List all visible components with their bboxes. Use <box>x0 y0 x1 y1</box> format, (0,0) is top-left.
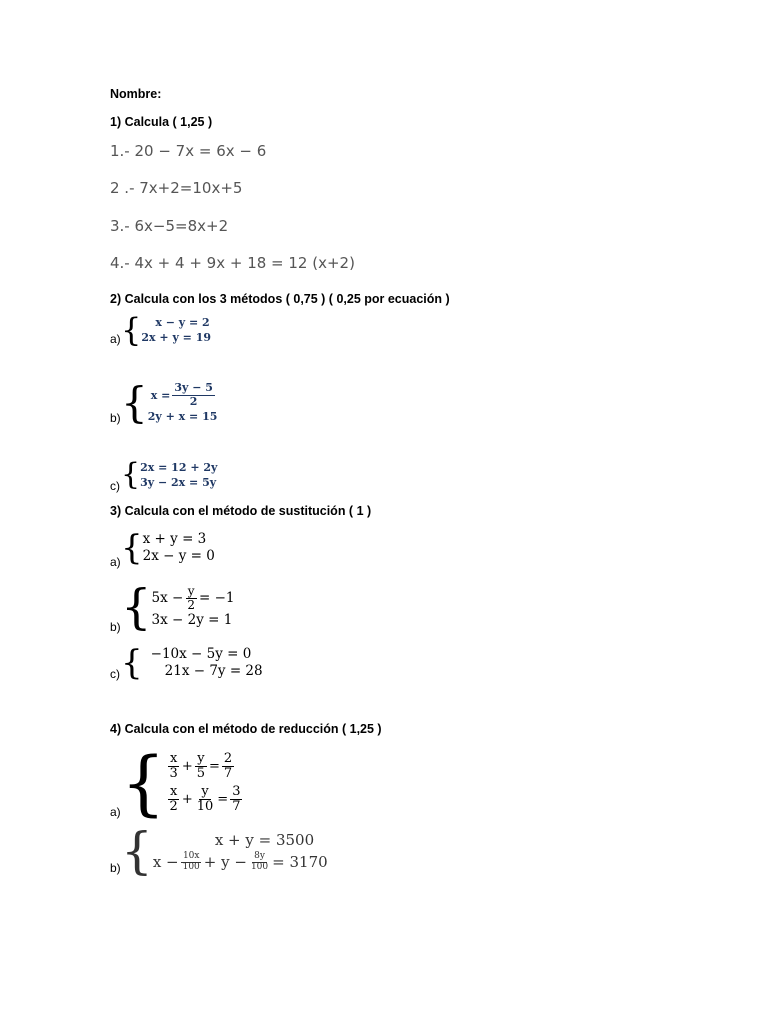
term: = −1 <box>199 590 235 606</box>
fraction <box>172 382 215 407</box>
equation-3: 3.- 6x−5=8x+2 <box>110 217 229 235</box>
operator: = <box>217 791 229 807</box>
term: + y − <box>203 853 247 871</box>
section1-title: 1) Calcula ( 1,25 ) <box>110 115 213 129</box>
brace-icon: { <box>121 528 143 568</box>
fraction <box>195 752 207 782</box>
brace-icon: { <box>121 378 148 427</box>
system-line: x − y = 2 <box>155 316 210 329</box>
system-line <box>166 785 245 815</box>
denominator: 7 <box>223 766 233 782</box>
system-4b <box>121 822 328 880</box>
item-label: a) <box>110 555 121 569</box>
numerator: x <box>170 750 178 766</box>
item-label: b) <box>110 861 121 875</box>
term: x − <box>152 853 179 871</box>
fraction <box>249 852 270 873</box>
denominator: 2 <box>169 798 178 814</box>
system-3c <box>121 643 263 683</box>
fraction <box>222 752 234 782</box>
item-label: c) <box>110 667 120 681</box>
numerator: 3y − 5 <box>174 381 213 395</box>
denominator: 2 <box>187 598 195 612</box>
system-line: 3x − 2y = 1 <box>151 612 233 629</box>
system-2a <box>121 311 212 349</box>
denominator: 100 <box>250 861 269 872</box>
term: 5x − <box>151 590 184 606</box>
system-line: 2y + x = 15 <box>147 409 218 423</box>
equation-1: 1.- 20 − 7x = 6x − 6 <box>110 142 267 160</box>
numerator: 10x <box>182 850 200 861</box>
term: = 3170 <box>272 853 328 871</box>
system-line: 21x − 7y = 28 <box>164 663 263 679</box>
fraction <box>181 852 202 873</box>
name-label: Nombre: <box>110 87 162 101</box>
equation-4: 4.- 4x + 4 + 9x + 18 = 12 (x+2) <box>110 254 355 272</box>
section3-title: 3) Calcula con el método de sustitución ( 1 ) <box>110 504 372 518</box>
item-label: b) <box>110 411 121 425</box>
system-line: −10x − 5y = 0 <box>150 646 252 662</box>
system-line <box>152 585 235 612</box>
system-2c <box>121 457 218 492</box>
brace-icon: { <box>121 822 153 880</box>
system-line <box>166 752 245 782</box>
brace-icon: { <box>121 643 143 683</box>
fraction <box>230 785 242 815</box>
fraction <box>168 785 180 815</box>
numerator: 3 <box>232 783 241 799</box>
denominator: 7 <box>232 798 241 814</box>
item-label: b) <box>110 620 121 634</box>
denominator: 100 <box>182 861 200 872</box>
system-line: 2x = 12 + 2y <box>140 461 218 474</box>
numerator: y <box>187 583 195 598</box>
operator: + <box>181 759 193 775</box>
operator: = <box>209 759 220 775</box>
numerator: 8y <box>254 850 265 861</box>
system-3b <box>121 579 235 635</box>
fraction <box>168 752 180 782</box>
denominator: 2 <box>189 394 198 408</box>
section2-title: 2) Calcula con los 3 métodos ( 0,75 ) ( 0,25 por ecuación ) <box>110 292 450 306</box>
system-line <box>148 382 218 407</box>
system-line: 2x + y = 19 <box>141 331 212 344</box>
brace-icon: { <box>121 579 152 635</box>
numerator: 2 <box>223 750 233 766</box>
item-label: c) <box>110 479 120 493</box>
denominator: 5 <box>196 766 206 782</box>
system-4a <box>121 742 244 824</box>
equation-2: 2 .- 7x+2=10x+5 <box>110 179 243 197</box>
numerator: y <box>201 783 209 799</box>
system-line <box>153 851 328 873</box>
numerator: x <box>170 783 178 799</box>
system-line: 2x − y = 0 <box>142 548 215 564</box>
operator: + <box>181 791 193 807</box>
denominator: 10 <box>196 798 214 814</box>
numerator: y <box>197 750 205 766</box>
item-label: a) <box>110 805 121 819</box>
system-line: 3y − 2x = 5y <box>140 476 217 489</box>
x-equals: x = <box>150 388 171 402</box>
fraction <box>195 785 216 815</box>
system-line: x + y = 3 <box>142 531 207 547</box>
system-3a <box>121 528 215 568</box>
denominator: 3 <box>169 766 178 782</box>
fraction <box>185 585 197 612</box>
brace-icon: { <box>121 311 142 349</box>
brace-icon: { <box>121 457 141 492</box>
system-2b <box>121 378 218 427</box>
section4-title: 4) Calcula con el método de reducción ( 1,25 ) <box>110 722 382 736</box>
brace-icon: { <box>121 742 166 824</box>
system-line: x + y = 3500 <box>214 831 315 849</box>
item-label: a) <box>110 332 121 346</box>
